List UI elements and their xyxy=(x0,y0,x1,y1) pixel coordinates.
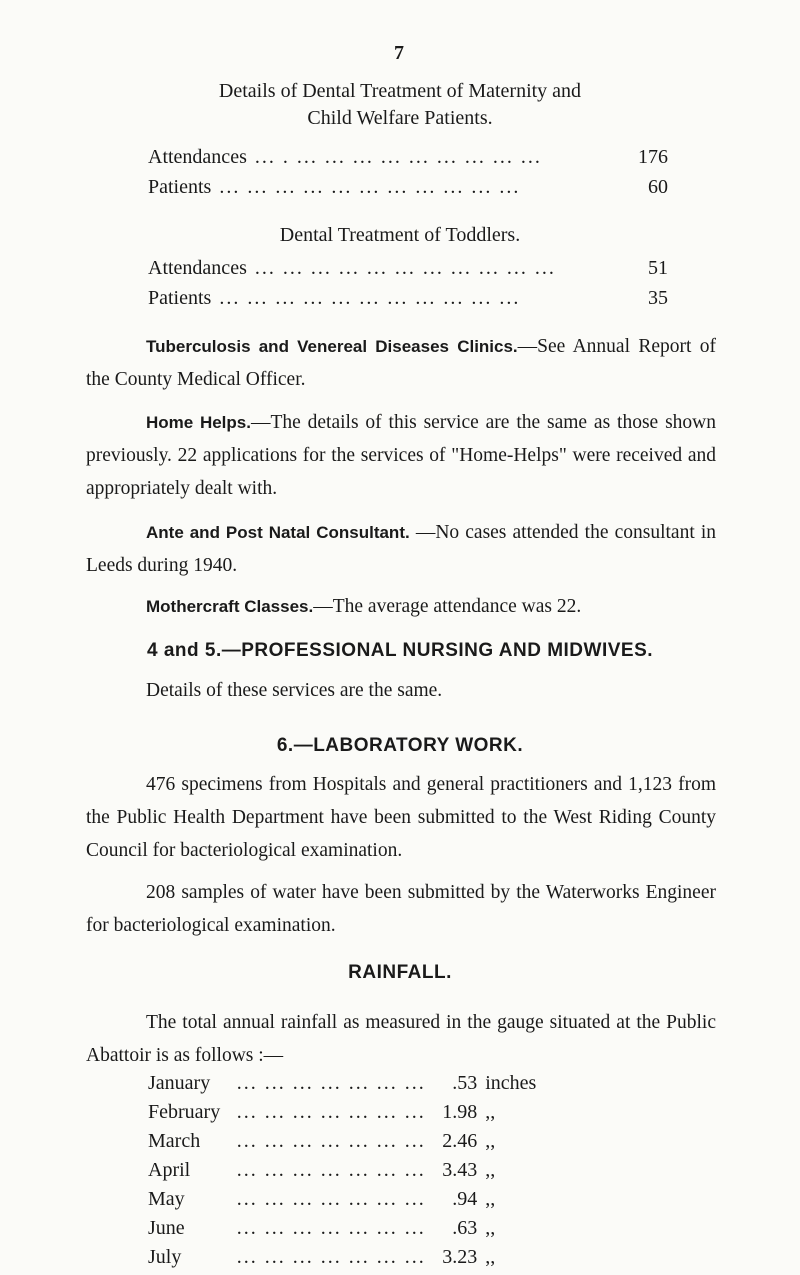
dental-toddlers-row-attendances xyxy=(148,257,668,285)
rainfall-amount: .63 xyxy=(452,1217,478,1239)
rainfall-month: July xyxy=(148,1246,182,1268)
home-helps-text: —The details of this service are the same as those shown previously. 22 applications for the services of "Home-Helps" were received and appropriately dealt with. xyxy=(86,412,716,499)
dental-maternity-title-line1: Details of Dental Treatment of Maternity and xyxy=(218,80,582,102)
rainfall-amount: 3.43 xyxy=(442,1159,478,1181)
rainfall-amount: 2.46 xyxy=(442,1130,478,1152)
ante-natal-heading: Ante and Post Natal Consultant. xyxy=(146,523,410,542)
mothercraft-text: —The average attendance was 22. xyxy=(313,596,582,617)
tb-heading: Tuberculosis and Venereal Diseases Clinics. xyxy=(146,337,518,356)
dental-maternity-row-attendances xyxy=(148,146,668,174)
rainfall-unit: ,, xyxy=(485,1159,496,1181)
laboratory-paragraph-2: 208 samples of water have been submitted by the Waterworks Engineer for bacteriological examination. xyxy=(86,882,716,936)
row-label: Attendances xyxy=(148,257,247,279)
dental-maternity-title xyxy=(0,78,800,132)
row-value: 176 xyxy=(638,146,668,168)
rainfall-unit: inches xyxy=(485,1072,537,1094)
leader-dots: ... ... ... ... ... ... ... xyxy=(236,1246,426,1268)
mothercraft-paragraph xyxy=(86,590,716,623)
rainfall-row xyxy=(148,1072,568,1101)
rainfall-amount: 3.23 xyxy=(442,1246,478,1268)
leader-dots: ... ... ... ... ... ... ... xyxy=(236,1159,426,1181)
rainfall-row xyxy=(148,1130,568,1159)
page-number: 7 xyxy=(394,42,404,64)
leader-dots: ... ... ... ... ... ... ... ... ... ... ... xyxy=(254,257,556,279)
home-helps-paragraph xyxy=(86,406,716,505)
leader-dots: ... ... ... ... ... ... ... xyxy=(236,1217,426,1239)
laboratory-title: 6.—LABORATORY WORK. xyxy=(276,735,524,756)
leader-dots: ... ... ... ... ... ... ... xyxy=(236,1101,426,1123)
rainfall-row xyxy=(148,1246,568,1275)
rainfall-month: January xyxy=(148,1072,211,1094)
rainfall-unit: ,, xyxy=(485,1101,496,1123)
mothercraft-heading: Mothercraft Classes. xyxy=(146,597,314,616)
row-label: Patients xyxy=(148,287,212,309)
rainfall-row xyxy=(148,1101,568,1130)
dental-maternity-row-patients xyxy=(148,176,668,204)
leader-dots: ... ... ... ... ... ... ... ... ... ... ... xyxy=(219,287,521,309)
rainfall-row xyxy=(148,1217,568,1246)
row-label: Patients xyxy=(148,176,212,198)
dental-toddlers-row-patients xyxy=(148,287,668,315)
rainfall-amount: .53 xyxy=(452,1072,478,1094)
rainfall-row xyxy=(148,1188,568,1217)
ante-natal-paragraph xyxy=(86,516,716,582)
rainfall-title: RAINFALL. xyxy=(348,962,452,983)
rainfall-amount: .94 xyxy=(452,1188,478,1210)
leader-dots: ... ... ... ... ... ... ... xyxy=(236,1130,426,1152)
leader-dots: ... ... ... ... ... ... ... xyxy=(236,1188,426,1210)
row-value: 60 xyxy=(648,176,668,198)
row-label: Attendances xyxy=(148,146,247,168)
rainfall-unit: ,, xyxy=(485,1246,496,1268)
rainfall-row xyxy=(148,1159,568,1188)
rainfall-unit: ,, xyxy=(485,1130,496,1152)
rainfall-month: June xyxy=(148,1217,185,1239)
rainfall-amount: 1.98 xyxy=(442,1101,478,1123)
rainfall-month: March xyxy=(148,1130,201,1152)
leader-dots: ... ... ... ... ... ... ... xyxy=(236,1072,426,1094)
rainfall-unit: ,, xyxy=(485,1188,496,1210)
rainfall-intro: The total annual rainfall as measured in the gauge situated at the Public Abattoir is as follows :— xyxy=(86,1012,716,1066)
nursing-title: 4 and 5.—PROFESSIONAL NURSING AND MIDWIVES. xyxy=(146,640,654,661)
tb-text: —See Annual Report of the County Medical Officer. xyxy=(86,336,716,390)
laboratory-paragraph-1: 476 specimens from Hospitals and general practitioners and 1,123 from the Public Health Department have been submitted to the West Riding County Council for bacteriological examination. xyxy=(86,774,716,861)
dental-maternity-title-line2: Child Welfare Patients. xyxy=(307,107,493,129)
ante-natal-text: —No cases attended the consultant in Leeds during 1940. xyxy=(86,522,717,576)
rainfall-unit: ,, xyxy=(485,1217,496,1239)
home-helps-heading: Home Helps. xyxy=(146,413,251,432)
rainfall-month: May xyxy=(148,1188,185,1210)
tb-paragraph xyxy=(86,330,716,396)
row-value: 51 xyxy=(648,257,668,279)
dental-toddlers-title: Dental Treatment of Toddlers. xyxy=(279,224,521,246)
leader-dots: ... . ... ... ... ... ... ... ... ... ... xyxy=(254,146,542,168)
leader-dots: ... ... ... ... ... ... ... ... ... ... ... xyxy=(219,176,521,198)
rainfall-month: April xyxy=(148,1159,191,1181)
row-value: 35 xyxy=(648,287,668,309)
nursing-text: Details of these services are the same. xyxy=(146,680,443,701)
rainfall-month: February xyxy=(148,1101,221,1123)
